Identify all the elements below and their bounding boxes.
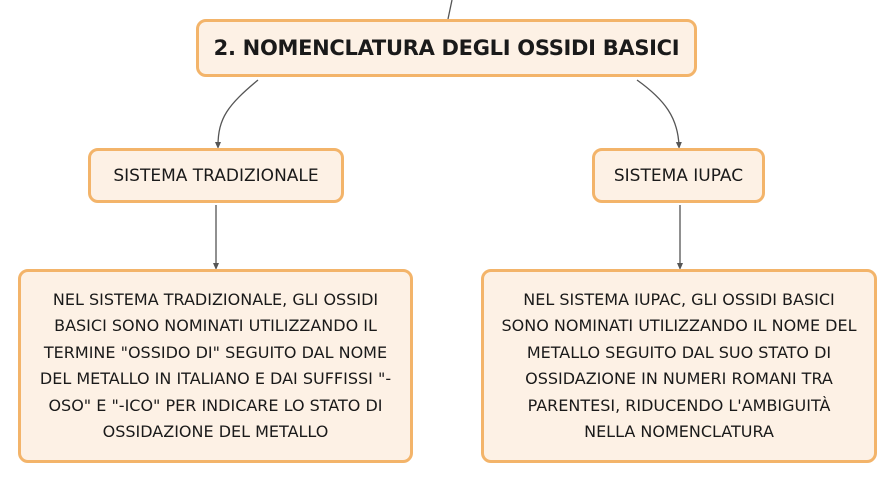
iupac-description-text: NEL SISTEMA IUPAC, GLI OSSIDI BASICI SONO NOMINATI UTILIZZANDO IL NOME DEL METALLO SEGUITO DAL SUO STATO DI OSSIDAZIONE IN NUMERI ROMANI TRA PARENTESI, RIDUCENDO L'AMBIGUITÀ NELLA NOMENCLATURA: [501, 289, 857, 441]
traditional-system-node[interactable]: [88, 148, 344, 203]
connector-title-to-iupac: [637, 80, 679, 146]
traditional-description-text: NEL SISTEMA TRADIZIONALE, GLI OSSIDI BASICI SONO NOMINATI UTILIZZANDO IL TERMINE "OSSIDO DI" SEGUITO DAL NOME DEL METALLO IN ITALIANO E DAI SUFFISSI "-OSO" E "-ICO" PER INDICARE LO STATO DI OSSIDAZIONE DEL METALLO: [39, 289, 392, 441]
connector-title-to-traditional: [218, 80, 258, 146]
title-node[interactable]: [196, 19, 697, 77]
iupac-description-node[interactable]: [481, 269, 877, 463]
connector-from-parent: [448, 0, 452, 19]
iupac-system-node[interactable]: [592, 148, 765, 203]
traditional-description-node[interactable]: [18, 269, 413, 463]
iupac-system-label: SISTEMA IUPAC: [613, 165, 744, 186]
title-text: 2. NOMENCLATURA DEGLI OSSIDI BASICI: [213, 36, 680, 60]
traditional-system-label: SISTEMA TRADIZIONALE: [113, 165, 319, 186]
